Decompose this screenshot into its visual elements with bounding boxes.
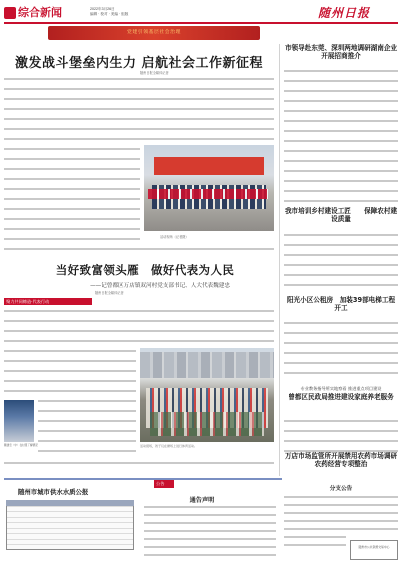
body-rule <box>284 274 398 276</box>
branch-stamp-box <box>350 540 398 560</box>
body-rule <box>284 440 398 442</box>
body-rule <box>4 88 274 90</box>
masthead-rule <box>4 22 398 24</box>
body-rule <box>284 80 398 82</box>
body-rule <box>284 180 398 182</box>
body-rule <box>284 536 346 538</box>
body-rule <box>284 362 398 364</box>
water-quality-title[interactable]: 随州市城市供水水质公报 <box>18 488 89 496</box>
body-rule <box>38 450 136 452</box>
body-rule <box>4 462 274 464</box>
lead-headline[interactable]: 激发战斗堡垒内生力 启航社会工作新征程 <box>14 56 264 71</box>
body-rule <box>4 178 140 180</box>
right-story5-headline[interactable]: 万店市场监管所开展禁用农药市场调研 农药经营专项整治 <box>284 452 398 469</box>
body-rule <box>38 410 136 412</box>
body-rule <box>284 430 398 432</box>
body-rule <box>4 138 274 140</box>
body-rule <box>144 514 276 516</box>
masthead-editors: 编辑 · 校对 · 美编 · 组版 <box>90 12 129 16</box>
body-rule <box>284 130 398 132</box>
body-rule <box>284 322 398 324</box>
bottom-divider <box>4 478 282 480</box>
body-rule <box>144 538 276 540</box>
body-rule <box>4 390 136 392</box>
banner-text: 党建引领基层社会治理 <box>127 30 181 35</box>
body-rule <box>284 200 398 202</box>
body-rule <box>4 340 274 342</box>
body-rule <box>284 120 398 122</box>
body-rule <box>284 254 398 256</box>
column-tag-text: 聚力共同缔造·代表行动 <box>6 299 50 304</box>
body-rule <box>4 78 274 80</box>
body-rule <box>284 528 398 530</box>
body-rule <box>4 168 140 170</box>
body-rule <box>284 496 398 498</box>
body-rule <box>284 234 398 236</box>
water-quality-table <box>6 500 134 550</box>
body-rule <box>4 208 140 210</box>
body-rule <box>4 188 140 190</box>
photo2-field <box>150 412 264 436</box>
body-rule <box>4 228 140 230</box>
column-separator <box>279 44 280 476</box>
body-rule <box>144 554 276 556</box>
section-icon <box>4 7 16 19</box>
body-rule <box>4 198 140 200</box>
body-rule <box>284 352 398 354</box>
paper-logo: 随州日报 <box>318 6 371 20</box>
photo-stage-backdrop <box>154 157 264 175</box>
body-rule <box>284 244 398 246</box>
body-rule <box>284 150 398 152</box>
right-story2-headline[interactable]: 我市培训乡村建设工匠 保障农村建设质量 <box>284 207 398 224</box>
section-title: 综合新闻 <box>18 7 62 19</box>
body-rule <box>284 160 398 162</box>
right-story4-kicker: 专业教务指导所实地察看 推进重点项目建设 <box>300 386 382 391</box>
body-rule <box>4 238 140 240</box>
body-rule <box>4 218 140 220</box>
body-rule <box>284 372 398 374</box>
body-rule <box>284 420 398 422</box>
body-rule <box>284 90 398 92</box>
body-rule <box>4 128 274 130</box>
side-portrait-photo[interactable] <box>4 400 34 442</box>
second-subheadline: ——记曾都区万店镇双河村党支部书记、人大代表魏建忠 <box>90 283 230 289</box>
body-rule <box>284 342 398 344</box>
body-rule <box>4 118 274 120</box>
body-rule <box>4 248 274 250</box>
photo2-buildings <box>140 352 274 378</box>
body-rule <box>38 430 136 432</box>
water-quality-table-header <box>6 500 134 506</box>
masthead-date: 2022年3月26日 <box>90 7 115 11</box>
branch-stamp-text: 随州市公共资源交易中心 <box>358 545 390 549</box>
body-rule <box>284 284 398 286</box>
photo-signboards <box>148 189 268 199</box>
body-rule <box>144 506 276 508</box>
branch-notice-title[interactable]: 分支公告 <box>329 486 353 492</box>
body-rule <box>144 530 276 532</box>
body-rule <box>4 310 274 312</box>
lead-byline: 随州日报全媒体记者 <box>140 71 169 75</box>
body-rule <box>284 140 398 142</box>
second-photo[interactable] <box>140 348 274 442</box>
body-rule <box>38 440 136 442</box>
body-rule <box>284 70 398 72</box>
body-rule <box>284 264 398 266</box>
body-rule <box>4 148 140 150</box>
right-story3-headline[interactable]: 阳光小区公租房 加装39部电梯工程开工 <box>286 296 396 313</box>
body-rule <box>4 108 274 110</box>
body-rule <box>284 504 398 506</box>
second-photo-caption: 活动现场，孩子们在操场上进行体育活动。 <box>140 444 198 448</box>
body-rule <box>4 330 274 332</box>
body-rule <box>144 522 276 524</box>
lead-photo-caption: 活动现场（记者摄） <box>160 235 189 239</box>
body-rule <box>38 420 136 422</box>
body-rule <box>38 400 136 402</box>
body-rule <box>284 100 398 102</box>
body-rule <box>284 520 398 522</box>
body-rule <box>284 512 398 514</box>
body-rule <box>4 158 140 160</box>
body-rule <box>284 332 398 334</box>
second-byline: 随州日报全媒体记者 <box>95 291 124 295</box>
body-rule <box>4 320 274 322</box>
body-rule <box>4 350 136 352</box>
right-story4-headline[interactable]: 曾都区民政局推进建设家庭养老服务 <box>288 393 394 401</box>
right-story1-headline[interactable]: 市领导赴东莞、深圳两地调研湖南企业开展招商推介 <box>284 44 398 61</box>
masthead-meta <box>90 7 200 17</box>
body-rule <box>144 546 276 548</box>
notice-tag-text: 公告 <box>156 481 165 486</box>
body-rule <box>284 110 398 112</box>
notice-title[interactable]: 通告声明 <box>189 497 215 504</box>
second-headline[interactable]: 当好致富领头雁 做好代表为人民 <box>55 263 235 277</box>
body-rule <box>4 380 136 382</box>
body-rule <box>284 544 346 546</box>
lead-photo[interactable] <box>144 145 274 231</box>
body-rule <box>4 360 136 362</box>
body-rule <box>4 370 136 372</box>
side-photo-caption: 魏建忠（中）在村里了解情况 <box>4 444 38 447</box>
body-rule <box>4 98 274 100</box>
body-rule <box>284 170 398 172</box>
body-rule <box>284 190 398 192</box>
